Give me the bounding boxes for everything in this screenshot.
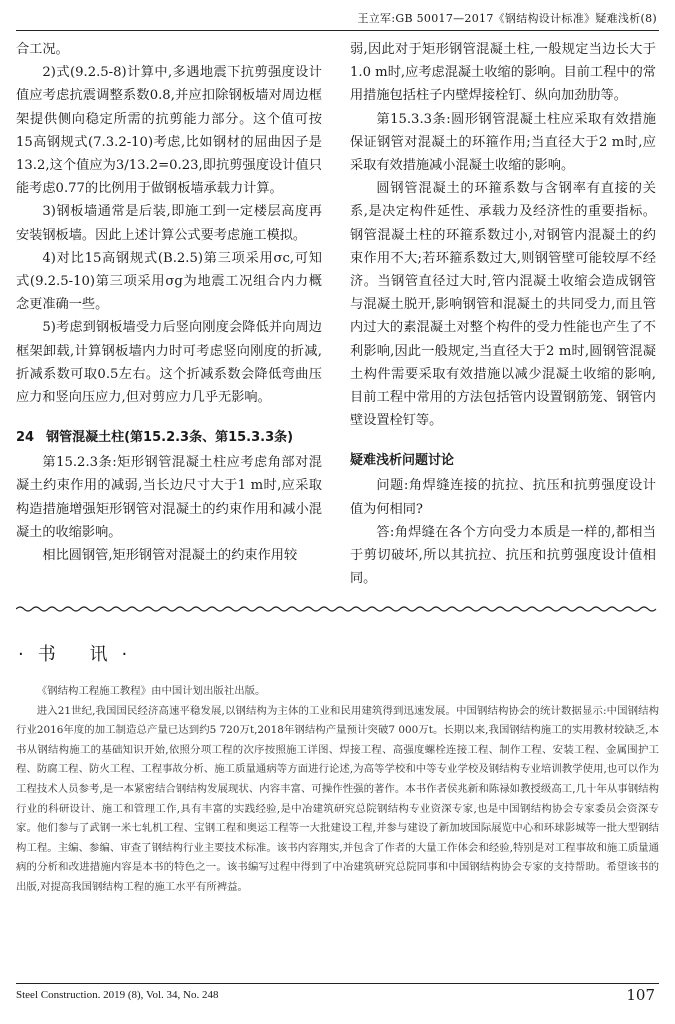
discussion-question: 问题:角焊缝连接的抗拉、抗压和抗剪强度设计值为何相同?	[350, 478, 656, 517]
footer-rule	[16, 983, 659, 984]
header-rule	[16, 30, 659, 31]
discussion-answer: 答:角焊缝在各个方向受力本质是一样的,都相当于剪切破坏,所以其抗拉、抗压和抗剪强度设计值相同。	[350, 524, 656, 587]
footer-citation: Steel Construction. 2019 (8), Vol. 34, No. 248	[16, 989, 219, 1001]
section-number: 24	[16, 430, 35, 446]
book-news-intro: 《钢结构工程施工教程》由中国计划出版社出版。	[36, 685, 266, 697]
book-news-title: ·书 讯·	[18, 644, 142, 665]
wavy-divider	[16, 605, 659, 613]
section-heading	[16, 427, 322, 449]
book-news-paragraph: 进入21世纪,我国国民经济高速平稳发展,以钢结构为主体的工业和民用建筑得到迅速发展。中国钢结构协会的统计数据显示:中国钢结构行业2016年度的加工制造总产量已达到约5 720万t,2018年钢结构产量预计突破7 000万t。长期以来,我国钢结构施工的实用教材较缺乏,本书从钢结构施工的基础知识开始,依照分项工程的次序按照施工详图、焊接工程、高强度螺栓连接工程、制作工程、安装工程、金属围护工程、防腐工程、防火工程、工程事故分析、施工质量通病等方面进行论述,为高等学校和中等专业学校及钢结构专业培训教学使用,也可以作为工程技术人员参考,是一本紧密结合钢结构发展现状、内容丰富、可操作性强的著作。本书作者侯兆新和陈禄如教授级高工,几十年从事钢结构行业的科研设计、施工和管理工作,具有丰富的实践经验,是中冶建筑研究总院钢结构专业资深专家,也是中国钢结构协会专家委员会资深专家。他们参与了武钢一米七轧机工程、宝钢工程和奥运工程等一大批建设工程,并参与建设了新加坡国际展览中心和环球影城等一批大型钢结构工程。主编、参编、审查了钢结构行业主要技术标准。该书内容翔实,并包含了作者的大量工作体会和经验,特别是对工程事故和施工质量通病的分析和改进措施内容是本书的特色之一。该书编写过程中得到了中冶建筑研究总院同事和中国钢结构协会专家的支持帮助。希望该书的出版,对提高我国钢结构工程的施工水平有所裨益。	[16, 704, 659, 893]
right-column	[350, 38, 656, 590]
book-news-body	[16, 682, 659, 898]
paragraph: 4)对比15高钢规式(B.2.5)第三项采用σc,可知式(9.2.5-10)第三项采用σg为地震工况组合内力概念更准确一些。	[16, 250, 322, 313]
discussion-heading: 疑难浅析问题讨论	[350, 453, 455, 469]
paragraph: 5)考虑到钢板墙受力后竖向刚度会降低并向周边框架卸载,计算钢板墙内力时可考虑竖向刚度的折减,折减系数可取0.5左右。这个折减系数会降低弯曲压应力和竖向压应力,但对剪应力几乎无影响。	[16, 320, 322, 406]
paragraph: 相比圆钢管,矩形钢管对混凝土的约束作用较	[42, 548, 298, 564]
section-title: 钢管混凝土柱(第15.2.3条、第15.3.3条)	[46, 430, 294, 446]
running-header: 王立军:GB 50017—2017《钢结构设计标准》疑难浅析(8)	[357, 12, 657, 25]
paragraph: 合工况。	[16, 42, 69, 57]
paragraph: 弱,因此对于矩形钢管混凝土柱,一般规定当边长大于1.0 m时,应考虑混凝土收缩的影响。目前工程中的常用措施包括柱子内壁焊接栓钉、纵向加劲肋等。	[350, 42, 656, 104]
paragraph: 2)式(9.2.5-8)计算中,多遇地震下抗剪强度设计值应考虑抗震调整系数0.8,并应扣除钢板墙对周边框架提供侧向稳定所需的抗剪能力部分。这个值可按15高钢规式(7.3.2-10)考虑,比如钢材的屈曲因子是13.2,这个值应为3/13.2=0.23,即抗剪强度设计值只能考虑0.77的比例用于做钢板墙承载力计算。	[16, 65, 322, 197]
left-column	[16, 38, 322, 567]
paragraph: 3)钢板墙通常是后装,即施工到一定楼层高度再安装钢板墙。因此上述计算公式要考虑施工模拟。	[16, 204, 322, 243]
paragraph: 第15.2.3条:矩形钢管混凝土柱应考虑角部对混凝土约束作用的减弱,当长边尺寸大于1 m时,应采取构造措施增强矩形钢管对混凝土的约束作用和减小混凝土的收缩影响。	[16, 455, 322, 540]
paragraph: 圆钢管混凝土的环箍系数与含钢率有直接的关系,是决定构件延性、承载力及经济性的重要指标。钢管混凝土柱的环箍系数过小,对钢管内混凝土的约束作用不大;若环箍系数过大,则钢管壁可能较厚不经济。当钢管直径过大时,管内混凝土收缩会造成钢管与混凝土脱开,影响钢管和混凝土的共同受力,而且管内过大的素混凝土对整个构件的受力性能也产生了不利影响,因此一般规定,当直径大于2 m时,圆钢管混凝土构件需要采取有效措施以减少混凝土收缩的影响,目前工程中常用的方法包括管内设置钢筋笼、钢管内壁设置栓钉等。	[350, 181, 656, 429]
page-number: 107	[626, 986, 655, 1004]
paragraph: 第15.3.3条:圆形钢管混凝土柱应采取有效措施保证钢管对混凝土的环箍作用;当直径大于2 m时,应采取有效措施减小混凝土收缩的影响。	[350, 111, 656, 174]
